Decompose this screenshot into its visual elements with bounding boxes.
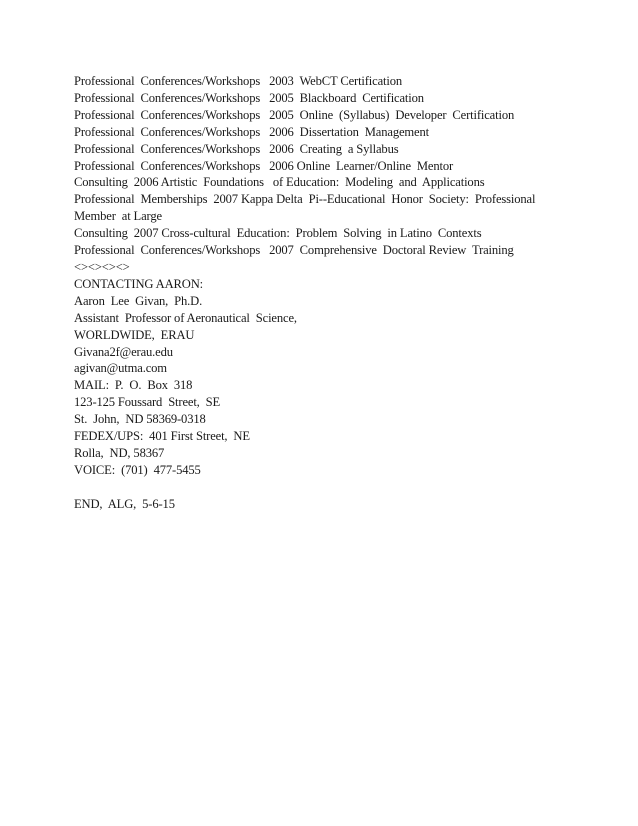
text-line: Professional Conferences/Workshops 2006 Creating a Syllabus	[74, 141, 399, 156]
text-line: Professional Conferences/Workshops 2006 Dissertation Management	[74, 124, 429, 139]
contact-name: Aaron Lee Givan, Ph.D.	[74, 293, 203, 308]
text-line: Consulting 2007 Cross-cultural Education: Problem Solving in Latino Contexts	[74, 226, 482, 241]
document-end-note: END, ALG, 5-6-15	[74, 496, 175, 511]
separator-line: <><><><>	[74, 259, 130, 274]
contact-mail-address: MAIL: P. O. Box 318	[74, 378, 193, 393]
text-line: Professional Conferences/Workshops 2005 Online (Syllabus) Developer Certification	[74, 107, 515, 122]
text-line: Professional Conferences/Workshops 2005 Blackboard Certification	[74, 90, 424, 105]
contact-title: Assistant Professor of Aeronautical Science,	[74, 310, 297, 325]
document-body	[74, 73, 594, 513]
contact-email-secondary: agivan@utma.com	[74, 361, 167, 376]
contact-city-zip: St. John, ND 58369-0318	[74, 412, 206, 427]
contact-heading: CONTACTING AARON:	[74, 276, 204, 291]
text-line: Professional Conferences/Workshops 2003 WebCT Certification	[74, 74, 403, 88]
contact-organization: WORLDWIDE, ERAU	[74, 327, 195, 342]
text-line: Professional Conferences/Workshops 2006 Online Learner/Online Mentor	[74, 158, 454, 173]
contact-fedex-address: FEDEX/UPS: 401 First Street, NE	[74, 429, 250, 444]
contact-email-primary: Givana2f@erau.edu	[74, 344, 173, 359]
text-line: Member at Large	[74, 209, 162, 224]
contact-street-address: 123-125 Foussard Street, SE	[74, 395, 221, 410]
blank-line	[74, 479, 594, 496]
contact-phone: VOICE: (701) 477-5455	[74, 462, 201, 477]
text-line: Consulting 2006 Artistic Foundations of Education: Modeling and Applications	[74, 175, 485, 190]
text-line: Professional Conferences/Workshops 2007 Comprehensive Doctoral Review Training	[74, 243, 514, 258]
contact-fedex-city: Rolla, ND, 58367	[74, 445, 165, 460]
text-line: Professional Memberships 2007 Kappa Delta Pi--Educational Honor Society: Professional	[74, 192, 536, 207]
